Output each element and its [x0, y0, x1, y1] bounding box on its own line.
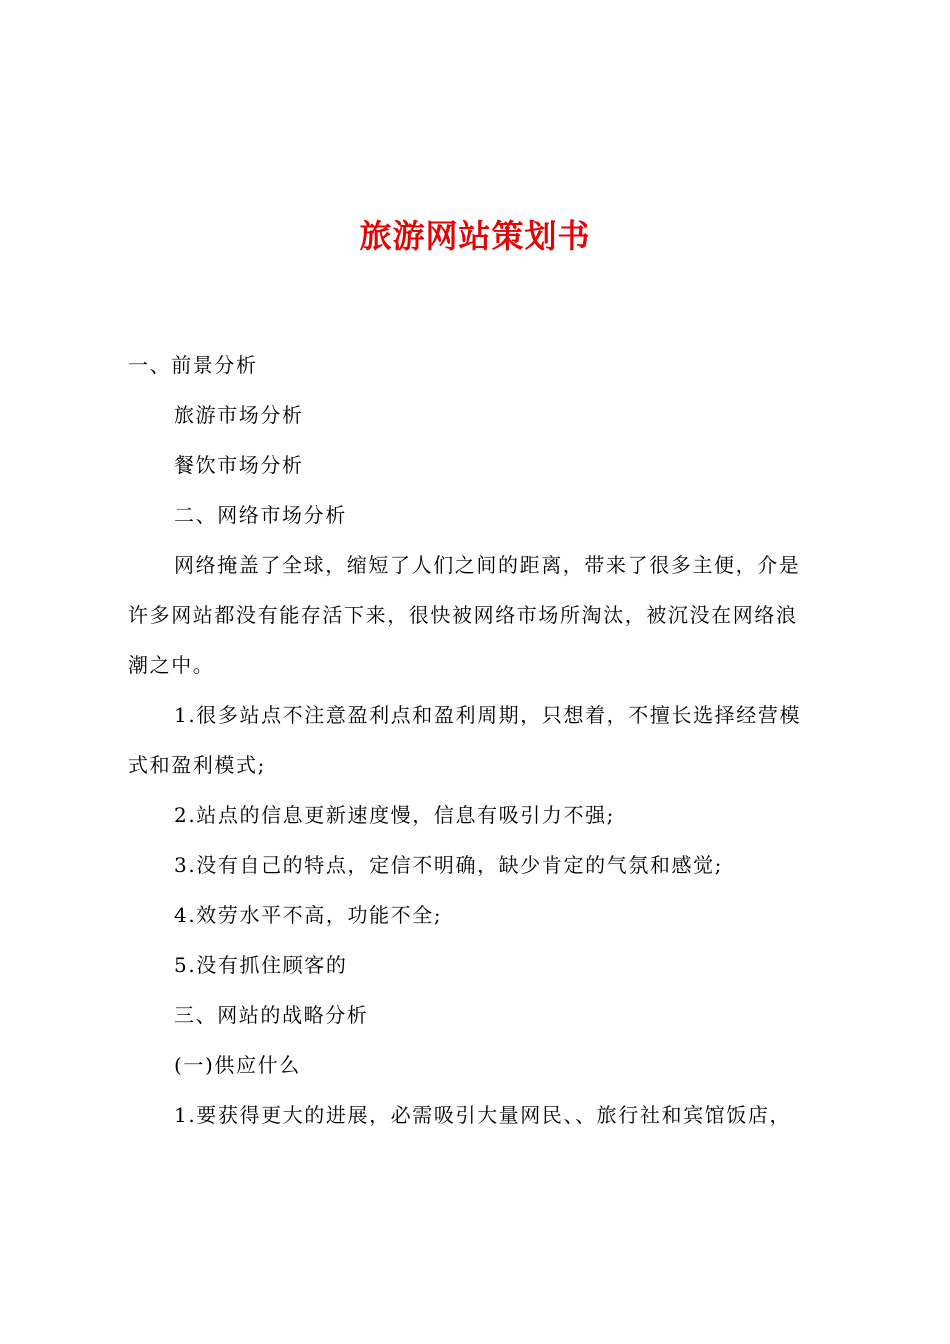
list-item-3: 3.没有自己的特点，定信不明确，缺少肯定的气氛和感觉; [174, 853, 724, 877]
paragraph-line: 式和盈利模式; [128, 753, 266, 777]
section-heading-network-market: 二、网络市场分析 [174, 503, 347, 527]
subheading-tourism-market: 旅游市场分析 [174, 403, 304, 427]
document-title: 旅游网站策划书 [359, 217, 591, 255]
subheading-what-to-offer: (一)供应什么 [174, 1053, 301, 1077]
paragraph-line: 1.很多站点不注意盈利点和盈利周期，只想着，不擅长选择经营模 [174, 703, 802, 727]
document-body [128, 340, 834, 1140]
paragraph-network-overview [128, 540, 834, 690]
section-heading-strategy: 三、网站的战略分析 [174, 1003, 369, 1027]
paragraph-line: 潮之中。 [128, 653, 215, 677]
list-item-2: 2.站点的信息更新速度慢，信息有吸引力不强; [174, 803, 616, 827]
list-item-5: 5.没有抓住顾客的 [174, 953, 348, 977]
paragraph-line: 许多网站都没有能存活下来，很快被网络市场所淘汰，被沉没在网络浪 [128, 603, 798, 627]
paragraph-line: 网络掩盖了全球，缩短了人们之间的距离，带来了很多主便，介是 [174, 553, 801, 577]
section-heading-prospect: 一、前景分析 [128, 353, 258, 377]
subheading-catering-market: 餐饮市场分析 [174, 453, 304, 477]
list-item-offer-1: 1.要获得更大的进展，必需吸引大量网民、、旅行社和宾馆饭店， [174, 1103, 792, 1127]
list-item-1 [128, 690, 834, 790]
list-item-4: 4.效劳水平不高，功能不全; [174, 903, 443, 927]
